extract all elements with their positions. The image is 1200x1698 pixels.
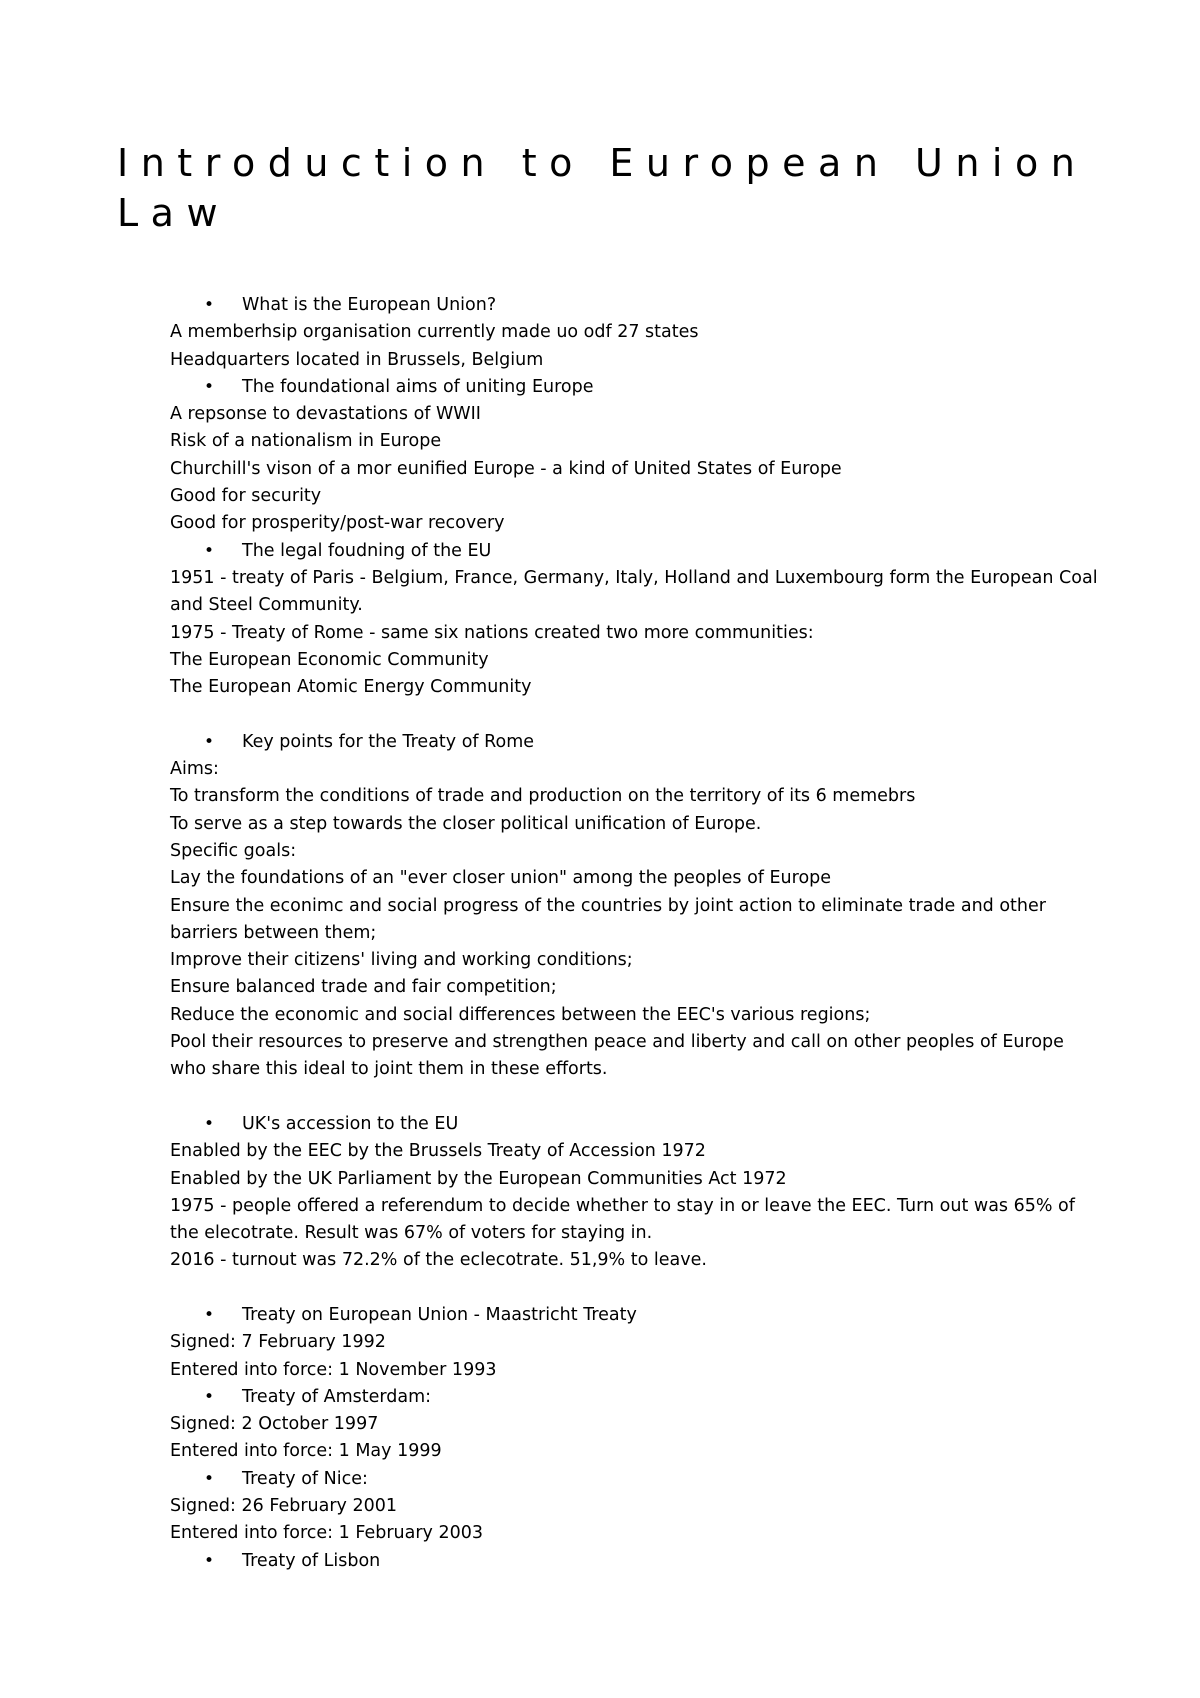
text-line: Signed: 26 February 2001 xyxy=(170,1496,397,1517)
text-line: The European Economic Community xyxy=(170,649,489,670)
text-line: Ensure balanced trade and fair competition; xyxy=(170,977,557,998)
bullet-heading: • Key points for the Treaty of Rome xyxy=(170,729,1100,756)
text-line: Headquarters located in Brussels, Belgium xyxy=(170,349,544,370)
bullet-icon: • xyxy=(204,540,215,561)
bullet-heading: • Treaty of Amsterdam: xyxy=(170,1384,1100,1411)
text-line: Entered into force: 1 May 1999 xyxy=(170,1441,442,1462)
text-line: Good for prosperity/post-war recovery xyxy=(170,513,505,534)
text-line: Enabled by the EEC by the Brussels Treaty of Accession 1972 xyxy=(170,1141,706,1162)
bullet-icon: • xyxy=(204,376,215,397)
bullet-icon: • xyxy=(204,1550,215,1571)
text-line: Good for security xyxy=(170,486,322,507)
text-line: 2016 - turnout was 72.2% of the eclecotrate. 51,9% to leave. xyxy=(170,1250,707,1271)
text-line: Risk of a nationalism in Europe xyxy=(170,431,442,452)
text-line: 1975 - Treaty of Rome - same six nations created two more communities: xyxy=(170,622,814,643)
bullet-icon: • xyxy=(204,1468,215,1489)
blank-line xyxy=(170,701,1100,728)
text-line: A repsonse to devastations of WWII xyxy=(170,404,481,425)
text-line: Churchill's vison of a mor eunified Europe - a kind of United States of Europe xyxy=(170,458,842,479)
text-line: Signed: 2 October 1997 xyxy=(170,1414,379,1435)
text-line: Ensure the econimc and social progress of the countries by joint action to eliminate trade and other barriers between them; xyxy=(170,895,1046,943)
text-line: Pool their resources to preserve and strengthen peace and liberty and call on other peoples of Europe who share this ideal to joint them in these efforts. xyxy=(170,1032,1064,1080)
bullet-icon: • xyxy=(204,295,215,315)
bullet-heading: • What is the European Union? xyxy=(170,292,1100,319)
text-line: Lay the foundations of an "ever closer union" among the peoples of Europe xyxy=(170,868,832,889)
text-line: Entered into force: 1 February 2003 xyxy=(170,1523,483,1544)
bullet-heading: • The legal foudning of the EU xyxy=(170,538,1100,565)
bullet-heading: • Treaty of Lisbon xyxy=(170,1548,1100,1575)
text-line: The European Atomic Energy Community xyxy=(170,677,532,698)
text-line: Aims: xyxy=(170,759,219,780)
blank-line xyxy=(170,1084,1100,1111)
text-line: Entered into force: 1 November 1993 xyxy=(170,1359,497,1380)
bullet-icon: • xyxy=(204,1113,215,1134)
text-line: Signed: 7 February 1992 xyxy=(170,1332,386,1353)
bullet-icon: • xyxy=(204,1304,215,1325)
text-line: Improve their citizens' living and working conditions; xyxy=(170,950,633,971)
text-line: Specific goals: xyxy=(170,840,297,861)
blank-line xyxy=(170,1275,1100,1302)
text-line: To serve as a step towards the closer political unification of Europe. xyxy=(170,813,762,834)
text-line: A memberhsip organisation currently made uo odf 27 states xyxy=(170,322,699,343)
text-line: 1951 - treaty of Paris - Belgium, France, Germany, Italy, Holland and Luxembourg form the European Coal and Steel Community. xyxy=(170,567,1098,616)
text-line: Reduce the economic and social differences between the EEC's various regions; xyxy=(170,1004,871,1025)
bullet-heading: • Treaty on European Union - Maastricht Treaty xyxy=(170,1302,1100,1329)
bullet-icon: • xyxy=(204,731,215,752)
bullet-heading: • The foundational aims of uniting Europe xyxy=(170,374,1100,401)
bullet-heading: • Treaty of Nice: xyxy=(170,1466,1100,1493)
text-line: To transform the conditions of trade and production on the territory of its 6 memebrs xyxy=(170,786,916,807)
bullet-icon: • xyxy=(204,1386,215,1407)
document-body xyxy=(170,292,1100,1575)
text-line: 1975 - people offered a referendum to decide whether to stay in or leave the EEC. Turn out was 65% of the elecotrate. Result was 67% of voters for staying in. xyxy=(170,1195,1075,1244)
bullet-heading: • UK's accession to the EU xyxy=(170,1111,1100,1138)
text-line: Enabled by the UK Parliament by the European Communities Act 1972 xyxy=(170,1168,787,1189)
document-title: Introduction to European Union Law xyxy=(117,141,1088,235)
